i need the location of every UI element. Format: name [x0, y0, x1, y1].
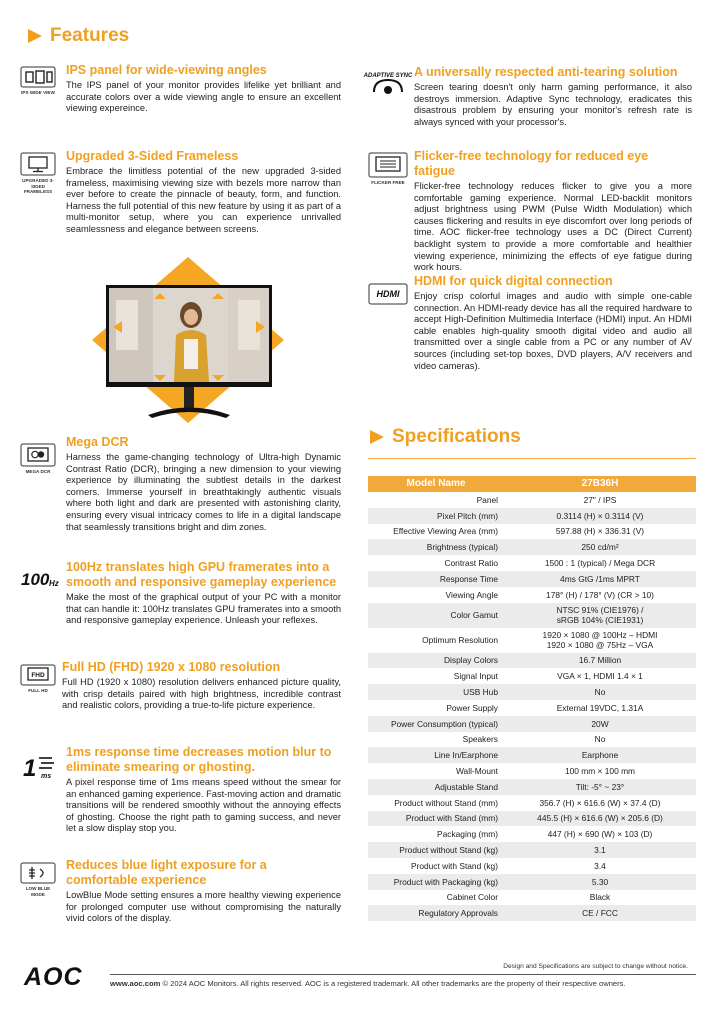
ips-icon: [20, 66, 56, 96]
spec-row: [368, 492, 696, 508]
full-hd-icon-caption: FULL HD: [28, 688, 48, 693]
feature-title: 100Hz translates high GPU framerates into a smooth and responsive gameplay experience: [66, 560, 337, 589]
spec-table: [368, 476, 696, 921]
feature-100hz: [66, 560, 341, 627]
spec-key: Color Gamut: [368, 603, 504, 628]
feature-full-hd: [62, 660, 341, 712]
spec-row: [368, 539, 696, 555]
spec-key: Brightness (typical): [368, 539, 504, 555]
feature-title: HDMI for quick digital connection: [414, 274, 613, 288]
spec-key: Viewing Angle: [368, 587, 504, 603]
flicker-free-icon-caption: FLICKER FREE: [371, 180, 405, 185]
feature-1ms: [66, 745, 341, 835]
feature-title: A universally respected anti-tearing solution: [414, 65, 678, 79]
spec-row: [368, 842, 696, 858]
spec-key: USB Hub: [368, 684, 504, 700]
frameless-icon-caption: UPGRADED 3-SIDED FRAMELESS: [22, 178, 54, 194]
svg-text:1: 1: [23, 755, 37, 782]
footer-copyright: © 2024 AOC Monitors. All rights reserved. AOC is a registered trademark. All other trademarks are the property of their respective owners.: [160, 979, 626, 988]
adaptive-sync-icon: [363, 68, 413, 100]
spec-value: 178° (H) / 178° (V) (CR > 10): [504, 587, 696, 603]
spec-key: Product without Stand (kg): [368, 842, 504, 858]
spec-row: [368, 779, 696, 795]
arrow-icon: [370, 430, 384, 444]
flicker-free-icon: [368, 152, 408, 186]
spec-value: 4ms GtG /1ms MPRT: [504, 571, 696, 587]
spec-value: No: [504, 732, 696, 748]
spec-row: [368, 628, 696, 653]
spec-key: Response Time: [368, 571, 504, 587]
spec-key: Product without Stand (mm): [368, 795, 504, 811]
feature-mega-dcr: [66, 435, 341, 533]
mega-dcr-icon: [20, 443, 56, 475]
spec-row: [368, 811, 696, 827]
frameless-icon: [20, 152, 56, 195]
spec-key: Product with Stand (kg): [368, 858, 504, 874]
hdmi-icon: [368, 283, 408, 305]
features-heading: [28, 25, 129, 47]
feature-body: Full HD (1920 x 1080) resolution delivers enhanced picture quality, with crisp details paired with high brightness, incredible contrast and realistic colors, providing a true-to-life picture experience.: [62, 677, 341, 711]
features-heading-text: Features: [50, 25, 130, 46]
spec-row: [368, 826, 696, 842]
spec-key: Power Consumption (typical): [368, 716, 504, 732]
spec-row: [368, 524, 696, 540]
spec-value: 356.7 (H) × 616.6 (W) × 37.4 (D): [504, 795, 696, 811]
spec-key: Effective Viewing Area (mm): [368, 524, 504, 540]
spec-key: Adjustable Stand: [368, 779, 504, 795]
spec-header-key: Model Name: [368, 476, 504, 492]
spec-value: 3.1: [504, 842, 696, 858]
spec-row: [368, 668, 696, 684]
feature-body: Embrace the limitless potential of the new upgraded 3-sided frameless, maximising viewing size with bezels more narrow than ever before to create the pinnacle of beauty, form, and function. Harness the full potential of this new feature by using it as part of a multi-monitor setup, where you can experience unrivalled seamlessness and elegance between screens.: [66, 166, 341, 234]
feature-title: Reduces blue light exposure for a comfortable experience: [66, 858, 267, 887]
spec-value: 447 (H) × 690 (W) × 103 (D): [504, 826, 696, 842]
spec-row: [368, 747, 696, 763]
spec-key: Wall-Mount: [368, 763, 504, 779]
spec-value: 0.3114 (H) × 0.3114 (V): [504, 508, 696, 524]
feature-body: The IPS panel of your monitor provides lifelike yet brilliant and accurate colors over a wide viewing angle to ensure an excellent viewing expereince.: [66, 80, 341, 114]
feature-title: 1ms response time decreases motion blur to eliminate smearing or ghosting.: [66, 745, 332, 774]
specifications-heading: [370, 426, 521, 448]
specifications-heading-text: Specifications: [392, 426, 521, 447]
spec-value: VGA × 1, HDMI 1.4 × 1: [504, 668, 696, 684]
feature-hdmi: [414, 274, 692, 372]
spec-row: [368, 700, 696, 716]
spec-key: Display Colors: [368, 653, 504, 669]
feature-title: Upgraded 3-Sided Frameless: [66, 149, 239, 163]
spec-row: [368, 571, 696, 587]
spec-key: Packaging (mm): [368, 826, 504, 842]
aoc-logo: [24, 963, 83, 992]
feature-body: Enjoy crisp colorful images and audio with simple one-cable connection. An HDMI-ready device has all the required hardware to accept High-Definition Multimedia Interface (HDMI) input. An HDMI cable enables high-quality smooth digital video and audio all transmitted over a single cable from a PC or any number of AV sources (including set-top boxes, DVD players, A/V receivers and video cameras).: [414, 291, 692, 371]
spec-key: Regulatory Approvals: [368, 905, 504, 921]
spec-row: [368, 858, 696, 874]
spec-value: 1920 × 1080 @ 100Hz – HDMI 1920 × 1080 @ 75Hz – VGA: [504, 628, 696, 653]
spec-key: Optimum Resolution: [368, 628, 504, 653]
spec-row: [368, 508, 696, 524]
spec-row: [368, 684, 696, 700]
spec-row: [368, 763, 696, 779]
full-hd-icon: [20, 664, 56, 694]
spec-value: 3.4: [504, 858, 696, 874]
spec-value: Black: [504, 890, 696, 906]
feature-title: IPS panel for wide-viewing angles: [66, 63, 267, 77]
low-blue-icon: [20, 862, 56, 897]
spec-row: [368, 716, 696, 732]
spec-key: Line In/Earphone: [368, 747, 504, 763]
feature-low-blue: [66, 858, 341, 925]
spec-value: 27" / IPS: [504, 492, 696, 508]
spec-key: Product with Packaging (kg): [368, 874, 504, 890]
spec-value: 5.30: [504, 874, 696, 890]
spec-key: Speakers: [368, 732, 504, 748]
ips-icon-caption: IPS WIDE VIEW: [21, 90, 55, 95]
footer-website[interactable]: www.aoc.com: [110, 979, 161, 988]
spec-value: 597.88 (H) × 336.31 (V): [504, 524, 696, 540]
specs-divider: [368, 458, 696, 459]
spec-value: External 19VDC, 1.31A: [504, 700, 696, 716]
spec-row: [368, 653, 696, 669]
100hz-icon: [20, 566, 60, 592]
spec-value: No: [504, 684, 696, 700]
feature-flicker-free: [414, 149, 692, 274]
feature-body: A pixel response time of 1ms means speed without the smear for an enhanced gaming experience. Fast-moving action and dramatic transitions will be rendered smoothly without the annoying effects of ghosting. Choose the right path to gaming success, and never let a slow display stop you.: [66, 777, 341, 834]
hdmi-icon-caption: HDMI: [376, 289, 400, 299]
feature-title: Flicker-free technology for reduced eye fatigue: [414, 149, 649, 178]
spec-value: 100 mm × 100 mm: [504, 763, 696, 779]
low-blue-icon-caption: LOW BLUE MODE: [25, 886, 51, 897]
svg-text:100: 100: [21, 570, 50, 589]
feature-body: Flicker-free technology reduces flicker to give you a more comfortable gaming experience. Normal LED-backlit monitors adjust brightness using PWM (Pulse Width Modulation) which causes flickering and results in eye discomfort over long periods of time. AOC flicker-free technology uses a DC (Direct Current) backlight system to provide a more comfortable and healthier viewing experience, minimizing the effects of eye fatigue during work hours.: [414, 181, 692, 273]
spec-row: [368, 732, 696, 748]
mega-dcr-icon-caption: MEGA DCR: [25, 469, 51, 474]
spec-key: Contrast Ratio: [368, 555, 504, 571]
spec-key: Cabinet Color: [368, 890, 504, 906]
spec-row: [368, 905, 696, 921]
spec-value: NTSC 91% (CIE1976) / sRGB 104% (CIE1931): [504, 603, 696, 628]
feature-body: Screen tearing doesn't only harm gaming performance, it also destroys immersion. Adaptive Sync technology, eradicates this disastrous problem by ensuring your monitor's refresh rate is always synced with your processor's.: [414, 82, 692, 127]
aoc-logo-text: AOC: [24, 963, 83, 991]
spec-header-value: 27B36H: [504, 476, 696, 492]
footer-disclaimer: Design and Specifications are subject to change without notice.: [503, 963, 688, 970]
spec-row: [368, 890, 696, 906]
feature-body: Make the most of the graphical output of your PC with a monitor that can handle it: 100Hz translates GPU framerates into a smooth and responsive gameplay experience. Unleash your reflexes.: [66, 592, 341, 626]
spec-value: 250 cd/m²: [504, 539, 696, 555]
feature-ips: [66, 63, 341, 115]
feature-body: Harness the game-changing technology of Ultra-high Dynamic Contrast Ratio (DCR), bringing a new dimension to your viewing experience by illuminating the subtlest details in the darkest corners. Immerse yourself in breathtakingly authentic visuals where both light and dark are presented with astonishing clarity, ensuring every visual intricacy comes to life in a digital landscape that seamlessly transitions bright and dim zones.: [66, 452, 341, 532]
footer-divider: [110, 974, 696, 975]
fhd-icon-label: FHD: [31, 672, 45, 679]
spec-row: [368, 555, 696, 571]
arrow-icon: [28, 29, 42, 43]
feature-frameless: [66, 149, 341, 236]
spec-value: 20W: [504, 716, 696, 732]
feature-body: LowBlue Mode setting ensures a more healthy viewing experience for prolonged computer use without compromising the naturally vivid colors of the display.: [66, 890, 341, 924]
monitor-product-image: [88, 255, 288, 425]
feature-title: Mega DCR: [66, 435, 129, 449]
spec-value: 445.5 (H) × 616.6 (W) × 205.6 (D): [504, 811, 696, 827]
spec-key: Pixel Pitch (mm): [368, 508, 504, 524]
spec-row: [368, 587, 696, 603]
spec-key: Product with Stand (mm): [368, 811, 504, 827]
spec-value: CE / FCC: [504, 905, 696, 921]
spec-value: Earphone: [504, 747, 696, 763]
spec-row: [368, 874, 696, 890]
spec-key: Power Supply: [368, 700, 504, 716]
adaptive-sync-icon-caption: ADAPTIVE SYNC: [363, 73, 413, 79]
svg-text:ms: ms: [41, 773, 52, 780]
spec-key: Signal Input: [368, 668, 504, 684]
spec-header-row: [368, 476, 696, 492]
spec-key: Panel: [368, 492, 504, 508]
1ms-icon: [22, 752, 60, 782]
spec-value: 1500 : 1 (typical) / Mega DCR: [504, 555, 696, 571]
spec-value: Tilt: -5° ~ 23°: [504, 779, 696, 795]
footer-copyright-line: [110, 979, 696, 988]
spec-row: [368, 795, 696, 811]
svg-text:Hz: Hz: [49, 579, 59, 588]
feature-adaptive-sync: [414, 65, 692, 128]
spec-row: [368, 603, 696, 628]
feature-title: Full HD (FHD) 1920 x 1080 resolution: [62, 660, 281, 674]
spec-value: 16.7 Million: [504, 653, 696, 669]
